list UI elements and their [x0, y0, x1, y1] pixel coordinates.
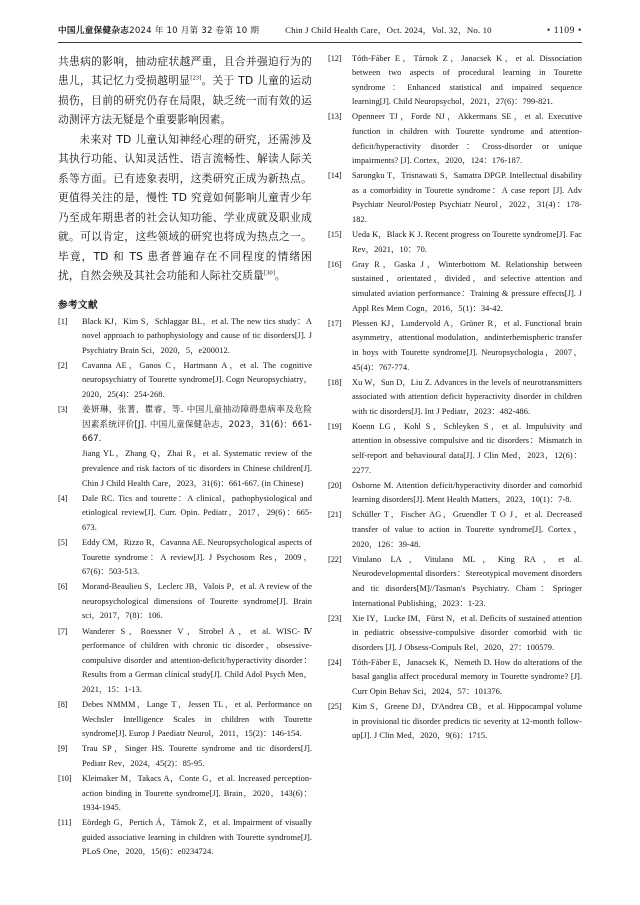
reference-text: Gray R，Gaska J，Winterbottom M. Relationship between sustained，orientated，divided，and selective attention and simulated aviation performance：Training & pressure effects[J]. J Appl Res Mem Cogn，2016，5(1)：34-42. — [352, 259, 582, 313]
reference-item — [58, 772, 312, 816]
journal-name-chinese: 中国儿童保健杂志 — [58, 26, 130, 36]
reference-item — [58, 359, 312, 403]
reference-item — [58, 742, 312, 771]
reference-number: [3] — [58, 405, 68, 415]
reference-text: Koenn LG，Kohl S，Schleyken S，et al. Impulsivity and attention in obsessive compulsive and tic disorders：Mismatch in self-report and behavioural data[J]. J Clin Med，2023，12(6)：2277. — [352, 421, 582, 475]
reference-item — [328, 656, 582, 700]
journal-name-english: Chin J Child Health Care，Oct. 2024，Vol. 32，No. 10 — [285, 25, 492, 35]
reference-text: Trau SP，Singer HS. Tourette syndrome and tic disorders[J]. Pediatr Rev，2024，45(2)：85-95. — [82, 744, 312, 768]
reference-item — [328, 376, 582, 420]
paragraph-1-tail: 。关于 TD 儿童的运动损伤，目前的研究仍存在局限，缺乏统一而有效的运动测评方法无疑是个重要影响因素。 — [58, 74, 312, 127]
paragraph-continued — [58, 52, 312, 130]
reference-number: [8] — [58, 699, 68, 709]
reference-item — [328, 317, 582, 375]
reference-number: [10] — [58, 773, 72, 783]
reference-number: [11] — [58, 818, 72, 828]
reference-list-left — [58, 315, 312, 860]
reference-number: [22] — [328, 554, 342, 564]
reference-text: Jiang YL，Zhang Q，Zhai R，et al. Systematic review of the prevalence and risk factors of tic disorders in Chinese children[J]. Chin J Child Health Care，2023，31(6)：661-667. (in Chinese) — [82, 449, 312, 488]
reference-text: Eddy CM，Rizzo R，Cavanna AE. Neuropsychological aspects of Tourette syndrome：A review[J]. J Psychosom Res，2009，67(6)：503-513. — [82, 537, 312, 577]
reference-number: [12] — [328, 53, 342, 63]
reference-text: Cavanna AE，Ganos C，Hartmann A，et al. The cognitive neuropsychiatry of Tourette syndrome[J]. Cogn Neuropsychiatry，2020，25(4)：254-268. — [82, 360, 312, 400]
paragraph-2-text: 未来对 TD 儿童认知神经心理的研究，还需涉及其执行功能、认知灵活性、语言流畅性、解读人际关系等方面。已有迹象表明，这类研究正成为新热点。更值得关注的是，慢性 TD 究竟如何影响儿童青少年乃至成年期患者的社会认知功能、学业成就及职业成就。可以肯定，这些领域的研究也将成为热点之一。毕竟，TD 和 TS 患者普遍存在不同程度的情绪困扰，自然会殃及其社会功能和人际社交质量 — [58, 132, 312, 283]
reference-number: [21] — [328, 510, 342, 520]
reference-item — [328, 508, 582, 552]
reference-item — [58, 698, 312, 742]
reference-text: Sarongku T，Trisnawati S，Samatra DPGP. Intellectual disability as a comorbidity in Tourette syndrome：A case report [J]. Adv Psychiatr Neurol/Postep Psychiatr Neurol，2022，31(4)：178-182. — [352, 171, 582, 225]
reference-item-translation — [58, 447, 312, 491]
reference-number: [15] — [328, 230, 342, 240]
reference-text: Kleimaker M，Takacs A，Conte G，et al. Increased perception-action binding in Tourette syndrome[J]. Brain，2020，143(6)：1934-1945. — [82, 773, 312, 813]
citation-marker: [23] — [190, 74, 202, 82]
reference-item — [58, 492, 312, 536]
reference-text: Plessen KJ，Lundervold A，Grüner R，et al. Functional brain asymmetry，attentional modulation，andinterhemispheric transfer in boys with Tourette syndrome[J]. Neuropsychologia，2007，45(4)：767-774. — [352, 318, 582, 372]
running-head-chinese — [58, 27, 259, 36]
reference-item — [328, 228, 582, 257]
reference-item — [58, 315, 312, 359]
journal-issue-chinese: 2024 年 10 月第 32 卷第 10 期 — [129, 26, 260, 36]
reference-item — [328, 52, 582, 110]
reference-number: [18] — [328, 377, 342, 387]
reference-item — [58, 536, 312, 580]
reference-number: [1] — [58, 316, 68, 326]
reference-number: [9] — [58, 744, 68, 754]
reference-number: [23] — [328, 613, 342, 623]
reference-item — [328, 700, 582, 744]
reference-item — [328, 553, 582, 611]
reference-item — [328, 169, 582, 227]
reference-item — [328, 420, 582, 478]
reference-text: Vitulano LA，Vitulano ML，King RA，et al. Neurodevelopmental disorders：Stereotypical movement disorders and tic disorders[M]//Tasman's Psychiatry. Cham：Springer International Publishing，2023：1-23. — [352, 554, 582, 608]
right-column — [328, 52, 582, 745]
reference-text: 姜妍琳，张蓍，瞿睿，等. 中国儿童抽动障碍患病率及危险因素系统评价[J]. 中国儿童保健杂志，2023，31(6)：661-667. — [82, 405, 312, 445]
reference-text: Openneer TJ，Forde NJ，Akkermans SE，et al. Executive function in children with Tourette syndrome and attention-deficit/hyperactivity disorder：Cross-disorder or unique impairments? [J]. Cortex，2020，124：176-187. — [352, 112, 582, 166]
reference-text: Xu W，Sun D，Liu Z. Advances in the levels of neurotransmitters associated with attention deficit hyperactivity disorder in children with tic disorders[J]. Int J Pediatr，2023：482-486. — [352, 377, 582, 416]
reference-item — [328, 258, 582, 316]
reference-text: Schüller T，Fischer AG，Gruendler T O J，et al. Decreased transfer of value to action in Tourette syndrome[J]. Cortex，2020，126：39-48. — [352, 510, 582, 549]
reference-number: [6] — [58, 582, 68, 592]
reference-number: [17] — [328, 318, 342, 328]
reference-text: Tóth-Fáber E，Tárnok Z，Janacsek K，et al. Dissociation between two aspects of procedural learning in Tourette syndrome：Enhanced statistical and impaired sequence learning[J]. Child Neuropsychol，2021，27(6)：799-821. — [352, 53, 582, 107]
running-head — [58, 26, 582, 40]
reference-item — [58, 403, 312, 447]
reference-text: Osborne M. Attention deficit/hyperactivity disorder and comorbid learning disorders[J]. Ment Health Matters，2023，10(1)：7-8. — [352, 480, 582, 505]
reference-item — [328, 479, 582, 508]
reference-number: [24] — [328, 657, 342, 667]
header-rule — [58, 42, 582, 43]
reference-number: [7] — [58, 626, 68, 636]
reference-text: Morand-Beaulieu S，Leclerc JB，Valois P，et al. A review of the neuropsychological dimensions of Tourette syndrome[J]. Brain sci，2017，7(8)：106. — [82, 582, 312, 621]
paragraph-1-text: 共患病的影响，抽动症状越严重，且合并强迫行为的患儿，其记忆力受损越明显 — [58, 54, 312, 88]
reference-item — [58, 580, 312, 624]
paragraph-outlook — [58, 130, 312, 286]
reference-number: [20] — [328, 480, 342, 490]
reference-number: [16] — [328, 259, 342, 269]
reference-text: Wanderer S，Roessner V，Strobel A，et al. WISC-Ⅳ performance of children with chronic tic disorder，obsessive-compulsive disorder and attention-deficit/hyperactivity disorder：Results from a German clinical study[J]. Child Adol Psych Men，2021，15：1-13. — [82, 626, 312, 694]
paragraph-2-tail: 。 — [274, 269, 286, 283]
citation-marker: [30] — [263, 269, 275, 277]
reference-item — [58, 816, 312, 860]
page-folio: • 1109 • — [546, 25, 582, 36]
reference-text: Eördegh G，Pertich Á，Tárnok Z，et al. Impairment of visually guided associative learning in children with Tourette syndrome[J]. PLoS One，2020，15(6)：e0234724. — [82, 818, 312, 857]
reference-number: [2] — [58, 360, 68, 370]
reference-text: Debes NMMM，Lange T，Jessen TL，et al. Performance on Wechsler Intelligence Scales in children with Tourette syndrome[J]. Europ J Paediatr Neurol，2011，15(2)：146-154. — [82, 699, 312, 739]
reference-text: Ueda K，Black K J. Recent progress on Tourette syndrome[J]. Fac Rev，2021，10：70. — [352, 230, 582, 254]
body-columns — [58, 52, 582, 861]
reference-item — [328, 612, 582, 656]
reference-number: [5] — [58, 537, 68, 547]
reference-item — [328, 110, 582, 168]
reference-item — [58, 625, 312, 698]
reference-number: [25] — [328, 702, 342, 712]
reference-list-right — [328, 52, 582, 744]
left-column — [58, 52, 312, 861]
reference-number: [13] — [328, 112, 342, 122]
reference-number: [4] — [58, 493, 68, 503]
reference-text: Tóth-Fáber E，Janacsek K，Nemeth D. How do alterations of the basal ganglia affect procedural memory in Tourette syndrome? [J]. Curr Opin Behav Sci，2024，57：101376. — [352, 657, 582, 697]
reference-number: [19] — [328, 421, 342, 431]
references-heading: 参考文献 — [58, 299, 98, 311]
reference-text: Dale RC. Tics and tourette：A clinical，pathophysiological and etiological review[J]. Curr. Opin. Pediatr，2017，29(6)：665-673. — [82, 493, 312, 532]
reference-text: Xie IY，Lucke IM，Fürst N，et al. Deficits of sustained attention in pediatric obsessive-compulsive disorder comorbid with tic disorders [J]. J Obsess-Compuls Rel，2020，27：100579. — [352, 613, 582, 652]
reference-text: Kim S，Greene DJ，D'Andrea CB，et al. Hippocampal volume in provisional tic disorder predicts tic severity at 12-month follow-up[J]. J Clin Med，2020，9(6)：1715. — [352, 702, 582, 741]
reference-text: Black KJ，Kim S，Schlaggar BL，et al. The new tics study：A novel approach to pathophysiology and cause of tic disorders[J]. J Psychiatry Brain Sci，2020，5，e200012. — [82, 316, 312, 355]
reference-number: [14] — [328, 171, 342, 181]
